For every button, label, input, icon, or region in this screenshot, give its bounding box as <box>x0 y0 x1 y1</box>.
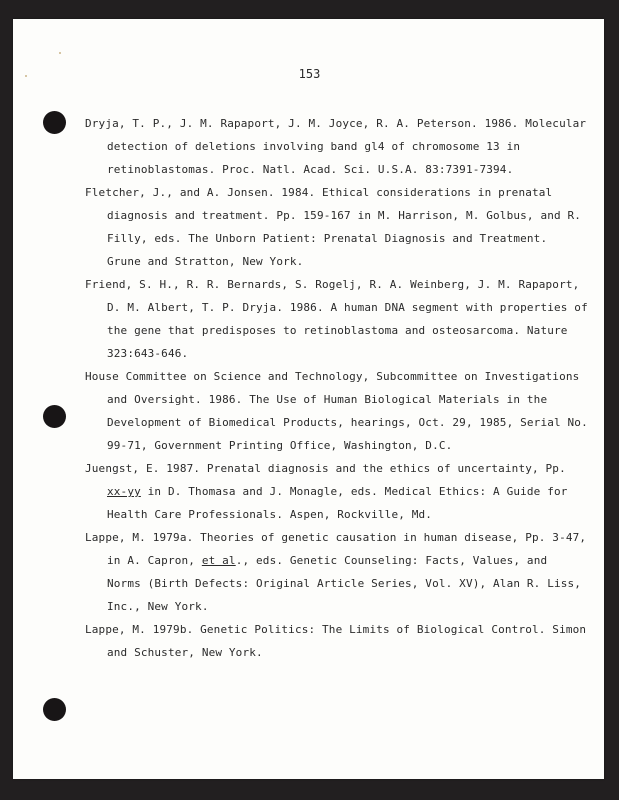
reference-text: in A. Capron, <box>107 554 202 567</box>
reference-text: Lappe, M. 1979a. Theories of genetic causation in human disease, Pp. 3-47, <box>85 531 587 544</box>
reference-text: in D. Thomasa and J. Monagle, eds. Medical Ethics: A Guide for <box>140 485 568 498</box>
reference-list <box>85 112 588 664</box>
reference-text: detection of deletions involving band gl4 of chromosome 13 in <box>107 140 521 153</box>
reference-text: ., eds. Genetic Counseling: Facts, Values, and <box>235 554 548 567</box>
reference-entry <box>85 181 582 273</box>
reference-text: Norms (Birth Defects: Original Article Series, Vol. XV), Alan R. Liss, <box>107 577 582 590</box>
reference-text: and Schuster, New York. <box>107 646 263 659</box>
reference-line <box>85 641 535 664</box>
reference-line <box>85 273 580 296</box>
reference-line <box>85 296 588 319</box>
reference-entry <box>85 365 588 457</box>
reference-line <box>85 572 582 595</box>
reference-entry <box>85 457 568 526</box>
underlined-text: xx-yy <box>107 485 141 498</box>
reference-line <box>85 618 587 641</box>
reference-text: House Committee on Science and Technology, Subcommittee on Investigations <box>85 370 580 383</box>
reference-entry <box>85 526 587 618</box>
reference-line <box>85 181 553 204</box>
reference-text: Friend, S. H., R. R. Bernards, S. Rogelj, R. A. Weinberg, J. M. Rapaport, <box>85 278 580 291</box>
reference-line <box>85 250 535 273</box>
reference-line <box>85 549 548 572</box>
reference-line <box>85 365 580 388</box>
reference-text: Filly, eds. The Unborn Patient: Prenatal Diagnosis and Treatment. <box>107 232 548 245</box>
reference-line <box>85 112 587 135</box>
reference-text: Lappe, M. 1979b. Genetic Politics: The Limits of Biological Control. Simon <box>85 623 587 636</box>
reference-line <box>85 342 535 365</box>
reference-text: Dryja, T. P., J. M. Rapaport, J. M. Joyce, R. A. Peterson. 1986. Molecular <box>85 117 587 130</box>
reference-line <box>85 526 587 549</box>
reference-text: Grune and Stratton, New York. <box>107 255 304 268</box>
reference-line <box>85 595 535 618</box>
page-number: 153 <box>298 67 321 81</box>
reference-entry <box>85 618 587 664</box>
reference-text: Fletcher, J., and A. Jonsen. 1984. Ethical considerations in prenatal <box>85 186 553 199</box>
reference-entry <box>85 273 588 365</box>
reference-line <box>85 388 548 411</box>
reference-line <box>85 204 582 227</box>
reference-text: Health Care Professionals. Aspen, Rockville, Md. <box>107 508 433 521</box>
reference-text: and Oversight. 1986. The Use of Human Biological Materials in the <box>107 393 548 406</box>
reference-text: 323:643-646. <box>107 347 189 360</box>
reference-text: the gene that predisposes to retinoblastoma and osteosarcoma. Nature <box>107 324 568 337</box>
reference-line <box>85 457 566 480</box>
reference-line <box>85 227 548 250</box>
binder-hole-bottom <box>43 698 66 721</box>
reference-line <box>85 411 588 434</box>
reference-entry <box>85 112 587 181</box>
reference-line <box>85 135 535 158</box>
reference-text: Juengst, E. 1987. Prenatal diagnosis and the ethics of uncertainty, Pp. <box>85 462 566 475</box>
reference-text: 99-71, Government Printing Office, Washington, D.C. <box>107 439 453 452</box>
reference-line <box>85 480 568 503</box>
reference-line <box>85 434 535 457</box>
reference-line <box>85 319 568 342</box>
reference-text: D. M. Albert, T. P. Dryja. 1986. A human DNA segment with properties of <box>107 301 588 314</box>
underlined-text: et al <box>201 554 236 567</box>
binder-hole-top <box>43 111 66 134</box>
binder-hole-middle <box>43 405 66 428</box>
paper-speck <box>59 52 61 54</box>
reference-line <box>85 158 535 181</box>
reference-text: diagnosis and treatment. Pp. 159-167 in M. Harrison, M. Golbus, and R. <box>107 209 582 222</box>
reference-text: retinoblastomas. Proc. Natl. Acad. Sci. U.S.A. 83:7391-7394. <box>107 163 514 176</box>
reference-text: Development of Biomedical Products, hearings, Oct. 29, 1985, Serial No. <box>107 416 588 429</box>
reference-line <box>85 503 535 526</box>
reference-text: Inc., New York. <box>107 600 209 613</box>
